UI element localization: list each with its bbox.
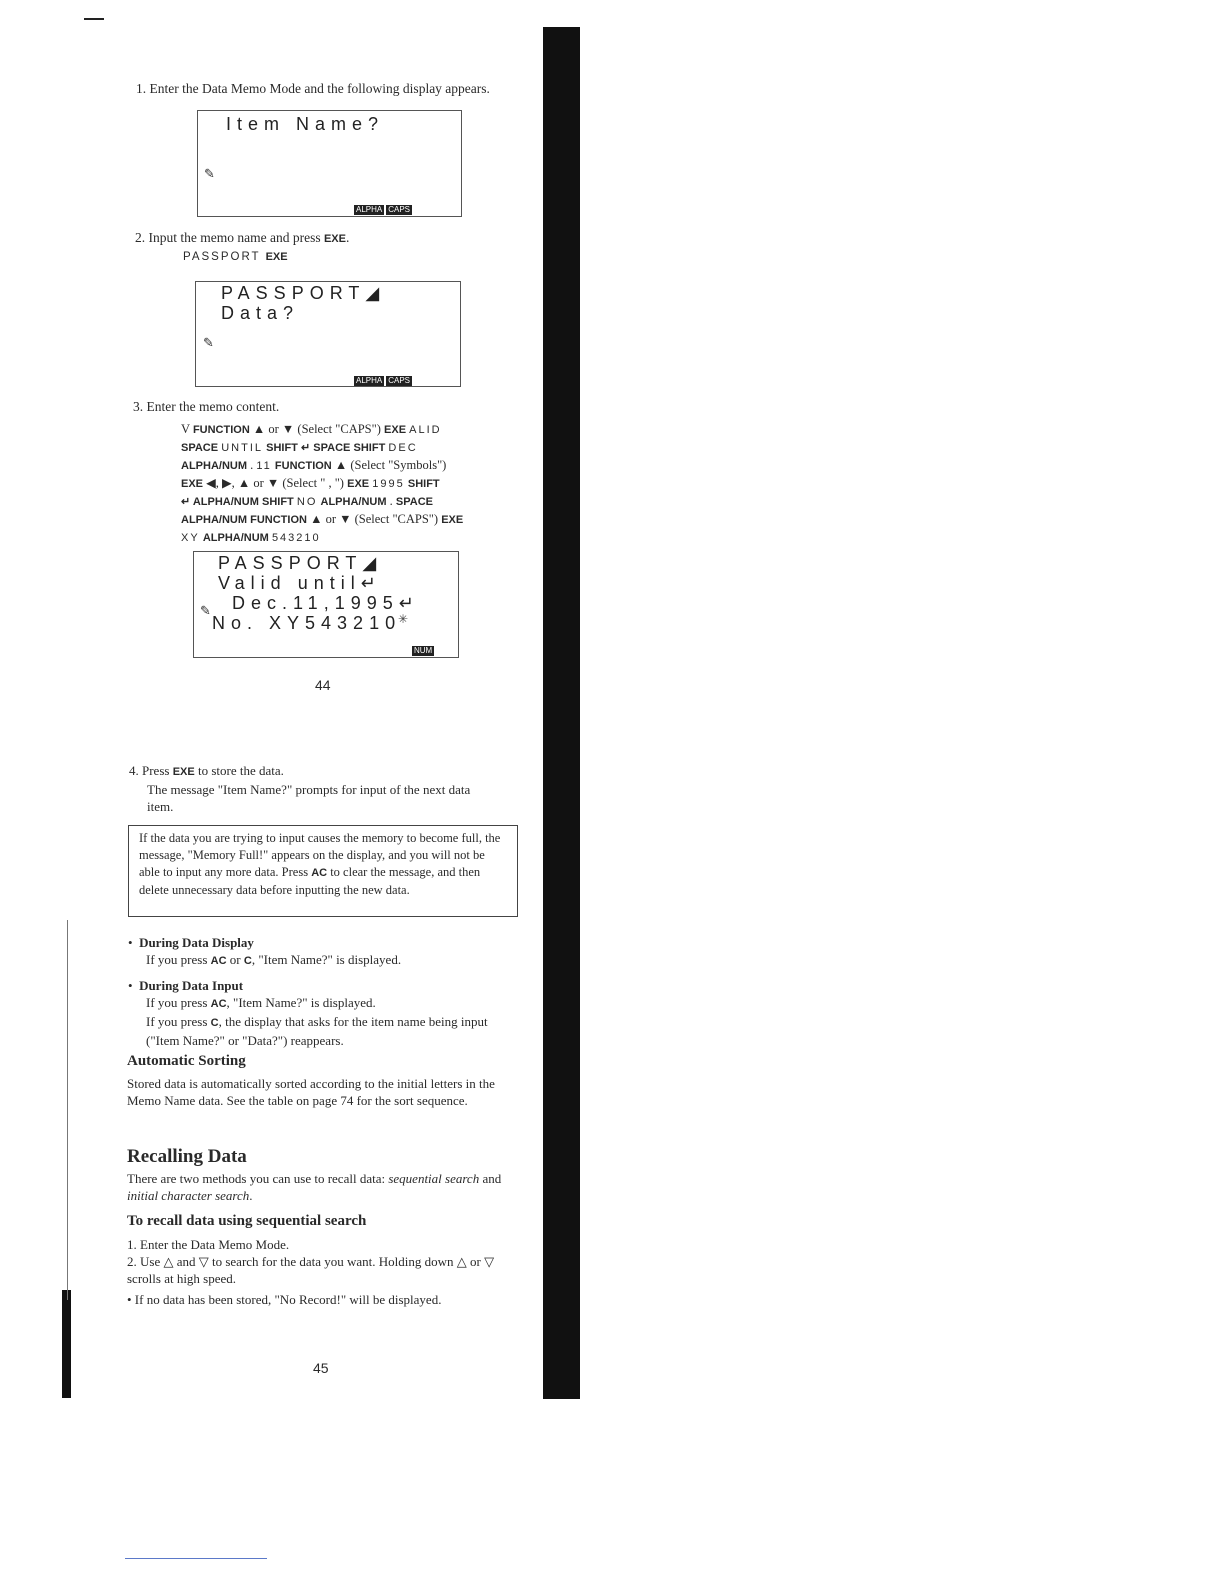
key-label: SHIFT [407, 478, 440, 490]
caps-indicator: CAPS [388, 376, 411, 385]
corner-mark [84, 18, 104, 20]
cursor-icon: ✳ [398, 612, 409, 626]
caps-indicator: CAPS [388, 205, 411, 214]
sequential-step-2: 2. Use △ and ▽ to search for the data you want. Holding down △ or ▽ scrolls at high speed. [127, 1254, 495, 1286]
lcd-line: Data? [221, 303, 300, 323]
lcd-display-3 [193, 551, 459, 658]
key-label: EXE [181, 478, 204, 490]
instruction-text: ▲ or ▼ (Select "CAPS") [306, 512, 442, 526]
key-label: FUNCTION [192, 424, 250, 436]
step-2: 2. Input the memo name and press EXE. [135, 230, 350, 245]
key-label: SPACE [395, 496, 433, 508]
step-1: 1. Enter the Data Memo Mode and the following display appears. [136, 81, 490, 96]
memo-icon: ✎ [200, 604, 211, 619]
typed-text: ALID [409, 424, 442, 436]
key-label: EXE [347, 478, 370, 490]
alpha-indicator: ALPHA [356, 205, 383, 214]
typed-text: 11 [256, 460, 272, 472]
automatic-sorting-body: Stored data is automatically sorted according to the initial letters in the Memo Name data. See the table on page 74 for the sort sequence. [127, 1076, 495, 1108]
heading-recalling-data: Recalling Data [127, 1146, 247, 1167]
page-number-45: 45 [313, 1360, 329, 1376]
heading-sequential-search: To recall data using sequential search [127, 1213, 367, 1229]
operation-line [181, 439, 521, 457]
step-2-sequence: PASSPORT EXE [183, 251, 288, 263]
operation-line [181, 475, 521, 493]
typed-text: NO [296, 496, 318, 508]
exe-key: EXE [323, 233, 346, 245]
key-label: EXE [441, 514, 464, 526]
lcd-line: Item Name? [226, 114, 385, 134]
memory-full-note: If the data you are trying to input causes the memory to become full, the message, "Memory Full!" appears on the display, and you will not be able to input any more data. Press AC to clear the message, and then delete unnecessary data before inputting the new data. [128, 825, 518, 917]
key-label: ALPHA/NUM [202, 532, 269, 544]
alpha-indicator: ALPHA [356, 376, 383, 385]
typed-text: XY [181, 532, 200, 544]
key-label: ALPHA/NUM [181, 514, 247, 526]
footer-rule [125, 1558, 267, 1559]
key-label: FUNCTION [250, 514, 307, 526]
indicators [410, 640, 434, 658]
operation-line [181, 493, 521, 511]
page-edge-bar-left [62, 1290, 71, 1398]
exe-key: EXE [172, 766, 195, 778]
key-label: ALPHA/NUM [320, 496, 387, 508]
lcd-line: Valid until↵ [218, 573, 382, 593]
typed-text: UNTIL [221, 442, 263, 454]
indicators [352, 199, 412, 217]
heading-automatic-sorting: Automatic Sorting [127, 1053, 246, 1069]
page-edge-bar [543, 27, 580, 1399]
lcd-display-2 [195, 281, 461, 387]
key-label: SPACE [181, 442, 219, 454]
sequential-bullet: • If no data has been stored, "No Record!" will be displayed. [127, 1292, 442, 1307]
lcd-line: PASSPORT◢ [218, 553, 383, 573]
operation-line [181, 421, 521, 439]
key-label: EXE [384, 424, 407, 436]
lcd-line: PASSPORT◢ [221, 283, 386, 303]
num-indicator: NUM [414, 646, 433, 655]
instruction-text: ▲ or ▼ (Select "CAPS") [249, 422, 385, 436]
step-4: 4. Press EXE to store the data. The message "Item Name?" prompts for input of the next data item. [129, 763, 471, 814]
instruction-text: . [386, 494, 396, 508]
bullet-data-input: • During Data Input If you press AC, "Item Name?" is displayed. If you press C, the display that asks for the item name being input ("Item Name?" or "Data?") reappears. [128, 978, 488, 1048]
key-label: ↵ SPACE [301, 442, 351, 454]
recalling-data-body: There are two methods you can use to recall data: sequential search and initial character search. [127, 1171, 502, 1203]
instruction-text: ▲ (Select "Symbols") [331, 458, 447, 472]
key-label: SHIFT [266, 442, 298, 454]
key-label: SHIFT [261, 496, 294, 508]
instruction-text: ◀, ▶, ▲ or ▼ (Select " , ") [203, 476, 348, 490]
sequential-step-1: 1. Enter the Data Memo Mode. [127, 1237, 290, 1252]
exe-key: EXE [265, 251, 288, 263]
key-label: ↵ ALPHA/NUM [181, 496, 259, 508]
memo-icon: ✎ [203, 336, 214, 351]
indicators [352, 370, 412, 388]
lcd-display-1 [197, 110, 462, 217]
step-3: 3. Enter the memo content. [133, 399, 280, 414]
key-operation-sequence [181, 421, 521, 547]
lcd-line: Dec.11,1995↵ [232, 593, 420, 613]
key-label: SHIFT [353, 442, 386, 454]
typed-text: DEC [388, 442, 418, 454]
bullet-data-display: • During Data Display If you press AC or C, "Item Name?" is displayed. [128, 935, 402, 967]
operation-line [181, 457, 521, 475]
page-edge-line-left [67, 920, 68, 1300]
typed-text: 543210 [271, 532, 321, 544]
instruction-text: V [181, 422, 193, 436]
lcd-line: No. XY543210 [212, 613, 402, 633]
key-label: FUNCTION [274, 460, 332, 472]
operation-line [181, 511, 521, 529]
key-label: ALPHA/NUM [181, 460, 247, 472]
ac-key: AC [311, 867, 328, 879]
instruction-text: . [247, 458, 257, 472]
typed-text: 1995 [372, 478, 405, 490]
page-number-44: 44 [315, 677, 331, 693]
operation-line [181, 529, 521, 547]
memo-icon: ✎ [204, 167, 215, 182]
